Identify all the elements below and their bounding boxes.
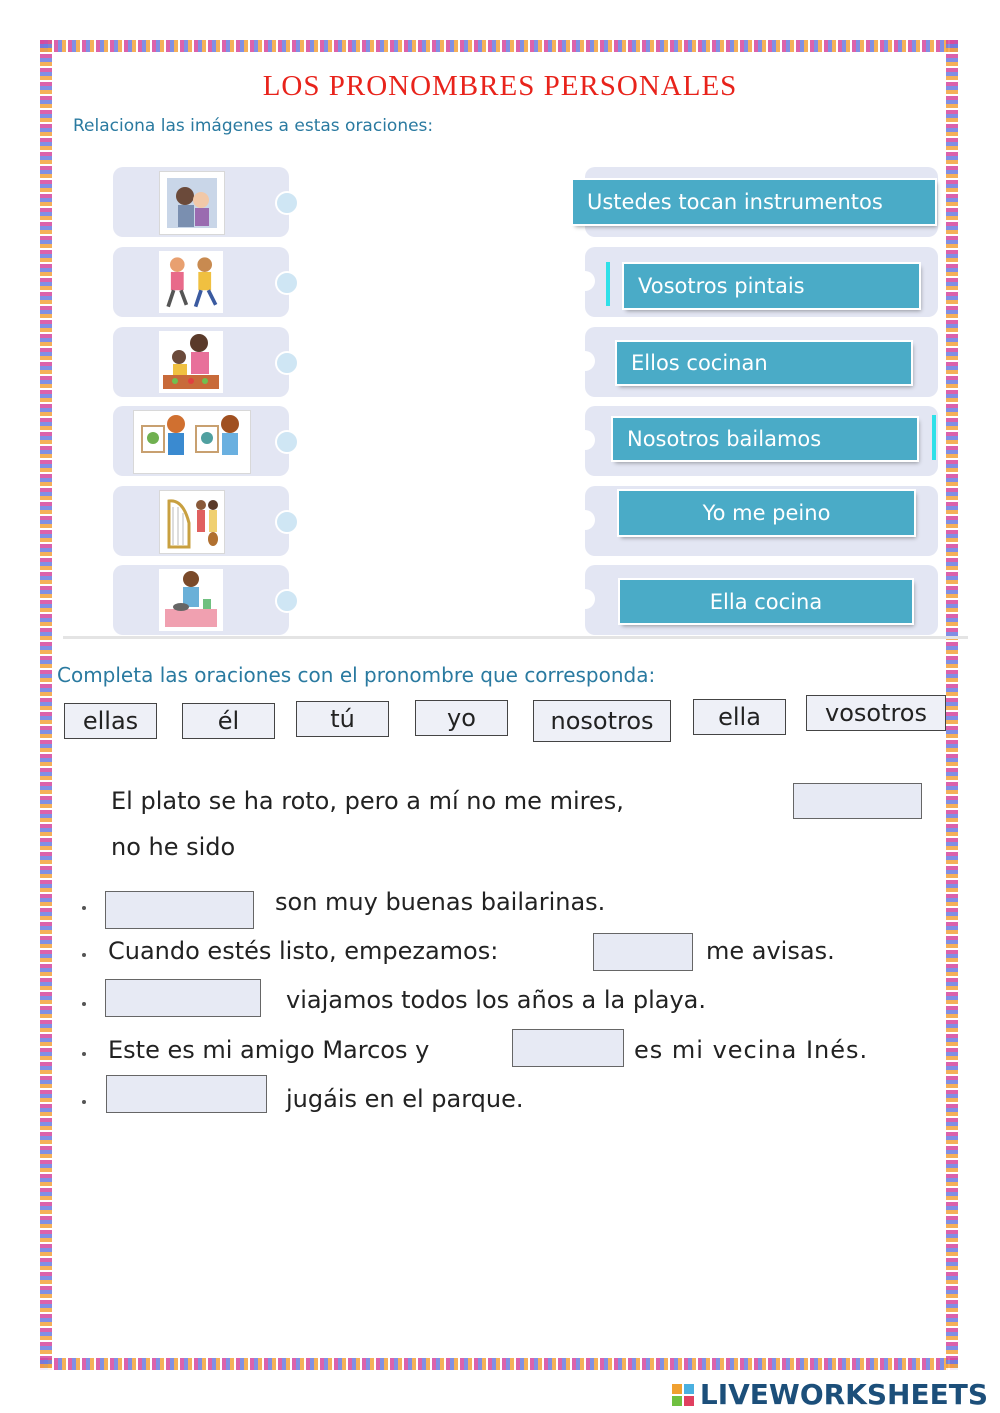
decorative-border-bottom <box>40 1358 958 1370</box>
sentence-text: Cuando estés listo, empezamos: <box>108 937 499 965</box>
connector-dot[interactable] <box>275 430 299 454</box>
woman-cooking-icon <box>159 569 223 631</box>
sentence-text: son muy buenas bailarinas. <box>275 888 606 916</box>
word-chip[interactable]: tú <box>296 701 389 737</box>
answer-box[interactable]: Ella cocina <box>620 580 912 623</box>
page-title: LOS PRONOMBRES PERSONALES <box>262 70 738 102</box>
bullet <box>82 953 86 957</box>
word-chip[interactable]: nosotros <box>533 700 671 742</box>
word-chip[interactable]: ellas <box>64 703 157 739</box>
bullet <box>82 906 86 910</box>
connector-dot[interactable] <box>275 271 299 295</box>
connector-dot[interactable] <box>575 351 595 371</box>
image-card[interactable] <box>113 327 289 397</box>
bullet <box>82 1100 86 1104</box>
answer-box[interactable]: Ellos cocinan <box>617 342 911 384</box>
decorative-border-top <box>40 40 958 52</box>
logo-grid-icon <box>672 1384 694 1406</box>
word-chip[interactable]: vosotros <box>806 695 946 731</box>
connector-dot[interactable] <box>575 430 595 450</box>
person-combing-hair-icon <box>159 171 225 235</box>
answer-box[interactable]: Vosotros pintais <box>624 264 919 308</box>
instruction-match: Relaciona las imágenes a estas oraciones: <box>73 116 434 136</box>
word-chip[interactable]: él <box>182 703 275 739</box>
image-card[interactable] <box>113 247 289 317</box>
connector-dot[interactable] <box>575 510 595 530</box>
connector-dot[interactable] <box>275 191 299 215</box>
answer-blank-3[interactable] <box>593 933 693 971</box>
sentence-text: es mi vecina Inés. <box>634 1036 869 1064</box>
sentence-text: jugáis en el parque. <box>286 1085 524 1113</box>
connector-dot[interactable] <box>575 589 595 609</box>
sentence-text: me avisas. <box>706 937 835 965</box>
connector-dot[interactable] <box>275 351 299 375</box>
two-kids-dancing-icon <box>159 251 223 313</box>
answer-box[interactable]: Ustedes tocan instrumentos <box>573 180 935 224</box>
connector-dot[interactable] <box>575 271 595 291</box>
decorative-border-left <box>40 40 52 1370</box>
decorative-border-right <box>946 40 958 1370</box>
sentence-text: viajamos todos los años a la playa. <box>286 986 706 1014</box>
two-kids-painting-icon <box>133 410 251 474</box>
liveworksheets-logo <box>672 1378 988 1411</box>
answer-blank-6[interactable] <box>106 1075 267 1113</box>
brand-name: LIVEWORKSHEETS <box>699 1378 988 1411</box>
instruction-complete: Completa las oraciones con el pronombre que corresponda: <box>57 663 656 687</box>
image-card[interactable] <box>113 167 289 237</box>
sentence-text: no he sido <box>111 833 236 861</box>
mother-child-cooking-icon <box>159 331 223 393</box>
sentence-text: El plato se ha roto, pero a mí no me mires, <box>111 787 624 815</box>
sentence-text: Este es mi amigo Marcos y <box>108 1036 430 1064</box>
answer-blank-4[interactable] <box>105 979 261 1017</box>
musical-instruments-icon <box>159 490 225 554</box>
bullet <box>82 1002 86 1006</box>
answer-blank-2[interactable] <box>105 891 254 929</box>
section-divider <box>63 636 968 639</box>
bullet <box>82 1052 86 1056</box>
slot-highlight <box>606 262 610 306</box>
word-chip[interactable]: yo <box>415 700 508 736</box>
slot-highlight <box>932 415 936 460</box>
connector-dot[interactable] <box>275 510 299 534</box>
word-chip[interactable]: ella <box>693 699 786 735</box>
connector-dot[interactable] <box>275 589 299 613</box>
answer-blank-1[interactable] <box>793 783 922 819</box>
image-card[interactable] <box>113 486 289 556</box>
image-card[interactable] <box>113 406 289 476</box>
answer-box[interactable]: Yo me peino <box>619 491 914 535</box>
answer-box[interactable]: Nosotros bailamos <box>613 418 917 460</box>
image-card[interactable] <box>113 565 289 635</box>
answer-blank-5[interactable] <box>512 1029 624 1067</box>
